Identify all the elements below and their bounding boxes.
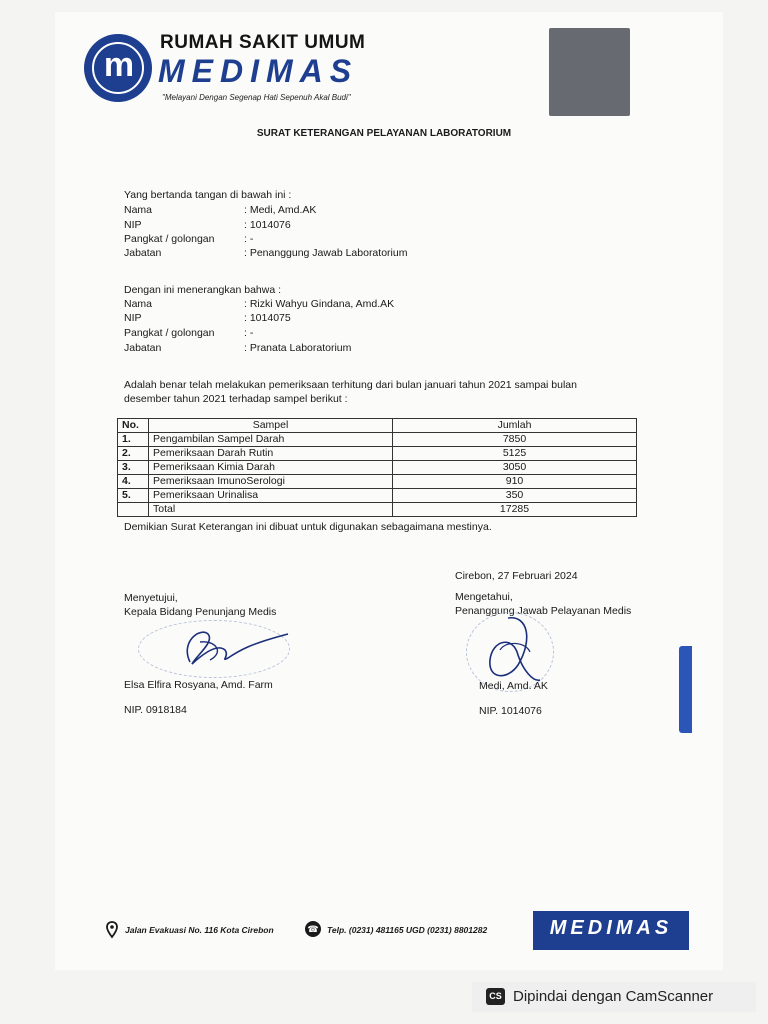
intro-signer: Yang bertanda tangan di bawah ini : (124, 189, 292, 201)
right-acknowledge: Mengetahui, (455, 591, 513, 603)
signer-name-label: Nama (124, 204, 153, 216)
subject-nip-value: : 1014075 (244, 312, 291, 324)
left-signer-name: Elsa Elfira Rosyana, Amd. Farm (124, 679, 273, 691)
document-title: SURAT KETERANGAN PELAYANAN LABORATORIUM (256, 128, 512, 139)
signer-position-value: : Penanggung Jawab Laboratorium (244, 247, 408, 259)
phone-icon: ☎ (305, 921, 321, 937)
row-no: 5. (118, 489, 149, 503)
total-no (118, 503, 149, 517)
subject-name-label: Nama (124, 298, 153, 310)
header-sampel: Sampel (149, 419, 393, 433)
id-photo (549, 28, 630, 116)
row-sampel: Pemeriksaan Kimia Darah (149, 461, 393, 475)
row-jumlah: 350 (393, 489, 637, 503)
left-title: Kepala Bidang Penunjang Medis (124, 606, 277, 618)
intro-subject: Dengan ini menerangkan bahwa : (124, 284, 282, 296)
signer-nip-value: : 1014076 (244, 219, 291, 231)
subject-position-value: : Pranata Laboratorium (244, 342, 352, 354)
row-no: 3. (118, 461, 149, 475)
footer-address: Jalan Evakuasi No. 116 Kota Cirebon (125, 925, 274, 935)
row-jumlah: 5125 (393, 447, 637, 461)
hospital-tagline: "Melayani Dengan Segenap Hati Sepenuh Akal Budi" (162, 93, 351, 102)
subject-nip-label: NIP (124, 312, 142, 324)
closing-statement: Demikian Surat Keterangan ini dibuat untuk digunakan sebagaimana mestinya. (124, 521, 492, 533)
row-sampel: Pengambilan Sampel Darah (149, 433, 393, 447)
row-sampel: Pemeriksaan Urinalisa (149, 489, 393, 503)
subject-position-label: Jabatan (124, 342, 162, 354)
right-title: Penanggung Jawab Pelayanan Medis (455, 605, 632, 617)
signer-position-label: Jabatan (124, 247, 162, 259)
header-jumlah: Jumlah (393, 419, 637, 433)
table-row (118, 447, 637, 461)
subject-rank-value: : - (244, 327, 254, 339)
table-row (118, 489, 637, 503)
hospital-line: RUMAH SAKIT UMUM (160, 32, 366, 53)
row-sampel: Pemeriksaan ImunoSerologi (149, 475, 393, 489)
binder-tab (679, 646, 692, 733)
footer-phone: Telp. (0231) 481165 UGD (0231) 8801282 (327, 925, 488, 935)
statement-line-2: desember tahun 2021 terhadap sampel berikut : (124, 393, 348, 405)
footer-brand: MEDIMAS (549, 917, 673, 939)
left-approval: Menyetujui, (124, 592, 178, 604)
signer-rank-label: Pangkat / golongan (124, 233, 215, 245)
subject-rank-label: Pangkat / golongan (124, 327, 215, 339)
row-no: 2. (118, 447, 149, 461)
header-no: No. (118, 419, 149, 433)
row-sampel: Pemeriksaan Darah Rutin (149, 447, 393, 461)
total-label: Total (149, 503, 393, 517)
row-no: 4. (118, 475, 149, 489)
row-jumlah: 910 (393, 475, 637, 489)
hospital-logo (84, 34, 152, 102)
left-signer-nip: NIP. 0918184 (124, 704, 187, 716)
camscanner-logo-icon: CS (486, 988, 505, 1005)
signer-name-value: : Medi, Amd.AK (244, 204, 317, 216)
table-row (118, 475, 637, 489)
footer-brand-bar (533, 911, 689, 950)
scanner-watermark (472, 982, 756, 1012)
sample-table (117, 418, 637, 517)
place-date: Cirebon, 27 Februari 2024 (455, 570, 578, 582)
signer-nip-label: NIP (124, 219, 142, 231)
table-row (118, 461, 637, 475)
location-pin-icon (106, 921, 118, 939)
subject-name-value: : Rizki Wahyu Gindana, Amd.AK (244, 298, 395, 310)
row-jumlah: 7850 (393, 433, 637, 447)
row-no: 1. (118, 433, 149, 447)
hospital-name: MEDIMAS (158, 53, 359, 89)
table-row (118, 433, 637, 447)
scanner-label: Dipindai dengan CamScanner (513, 988, 714, 1005)
table-total-row (118, 503, 637, 517)
right-signer-name: Medi, Amd. AK (479, 680, 548, 692)
right-signature (478, 610, 548, 690)
left-signature (170, 622, 295, 672)
row-jumlah: 3050 (393, 461, 637, 475)
statement-line-1: Adalah benar telah melakukan pemeriksaan terhitung dari bulan januari tahun 2021 sampai bulan (124, 379, 577, 391)
signer-rank-value: : - (244, 233, 254, 245)
table-header-row (118, 419, 637, 433)
total-value: 17285 (393, 503, 637, 517)
logo-mark: m (103, 46, 133, 84)
right-signer-nip: NIP. 1014076 (479, 705, 542, 717)
